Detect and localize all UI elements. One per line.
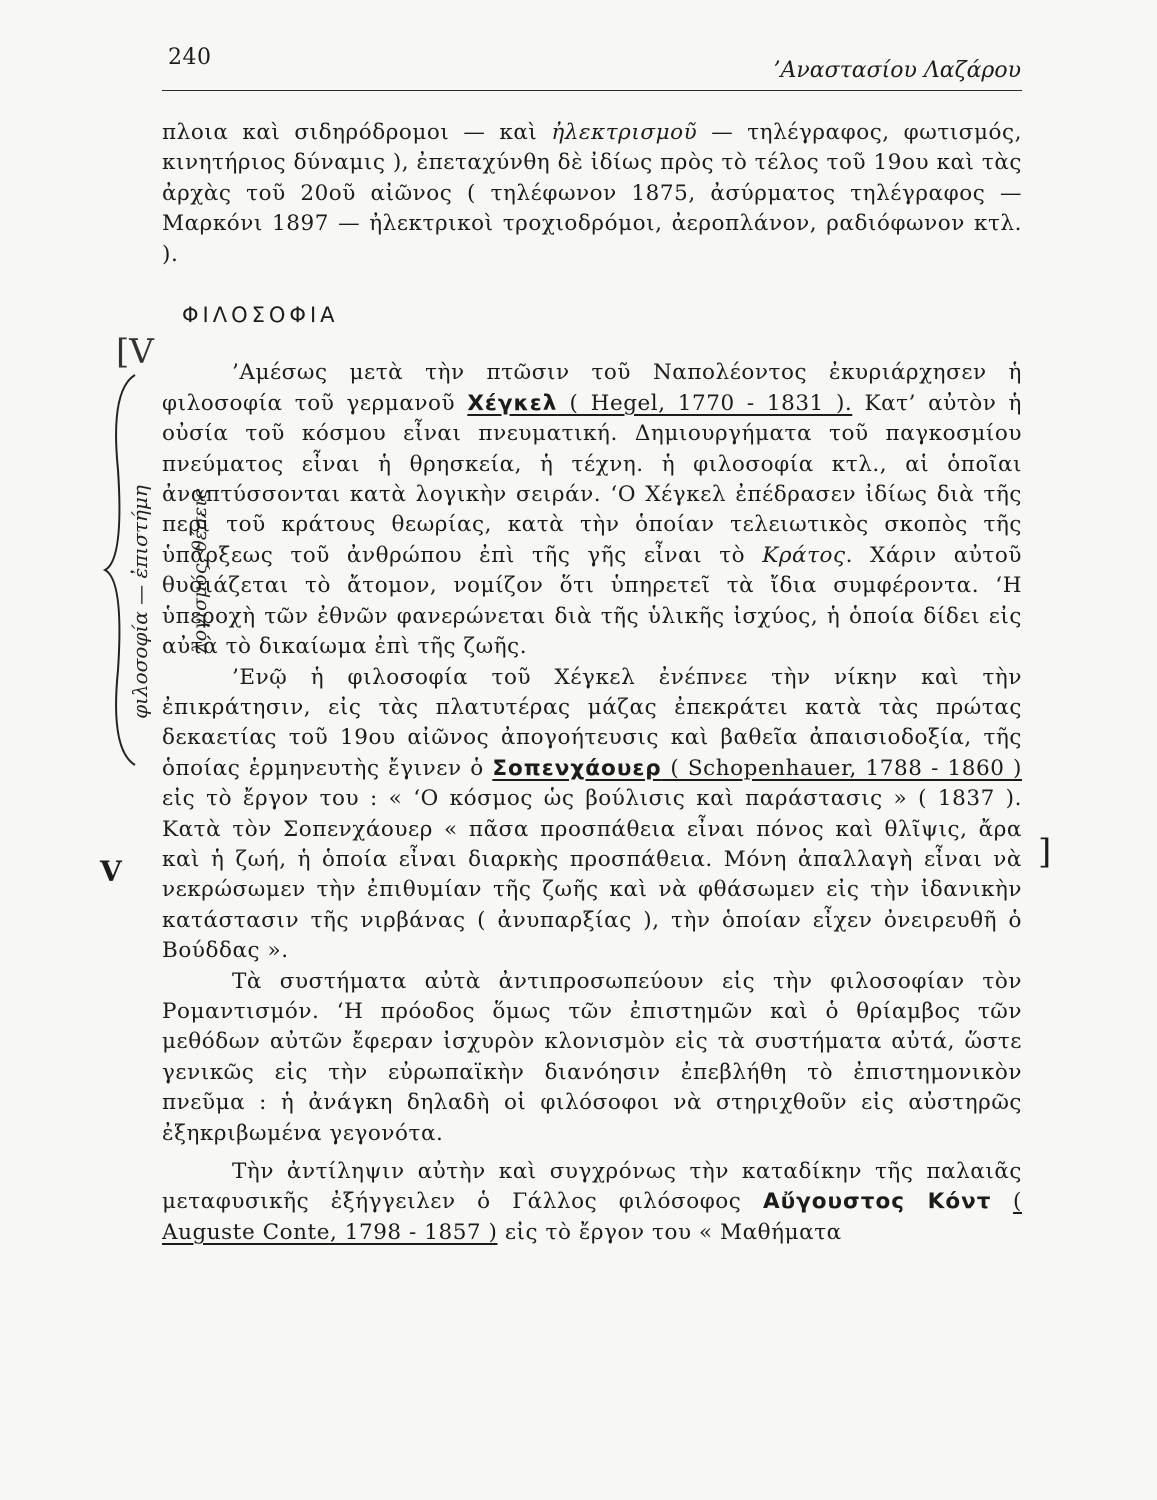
paragraph-1: πλοια καὶ σιδηρόδρομοι — καὶ ἠλεκτρισμοῦ — τηλέγραφος, φωτισμός, κινητήριος δύναμις ), ἐπεταχύνθη δὲ ἰδίως πρὸς τὸ τέλος τοῦ 19ου καὶ τὰς ἀρχὰς τοῦ 20οῦ αἰῶνος ( τηλέφωνον 1875, ἀσύρματος τηλέγραφος — Μαρκόνι 1897 — ἠλεκτρικοὶ τροχιοδρόμοι, ἀεροπλάνον, ραδιόφωνον κτλ. ). [162, 120, 1022, 267]
paragraph-4: Τὰ συστήματα αὐτὰ ἀντιπροσωπεύουν εἰς τὴν φιλοσοφίαν τὸν Ρομαντισμόν. ‘Η πρόοδος ὅμως τῶν ἐπιστημῶν καὶ ὁ θρίαμβος τῶν μεθόδων αὐτῶν ἔφεραν ἰσχυρὸν κλονισμὸν εἰς τὰ συστήματα αὐτά, ὥστε γενικῶς εἰς τὴν εὐρωπαϊκὴν διανόησιν ἐπεβλήθη τὸ ἐπιστημονικὸν πνεῦμα : ἡ ἀνάγκη δηλαδὴ οἱ φιλόσοφοι νὰ στηριχθοῦν εἰς αὐστηρῶς ἐξηκριβωμένα γεγονότα. [162, 968, 1022, 1146]
page-number: 240 [168, 45, 212, 70]
margin-handwritten-note-2: λογισμός, θέσεις [189, 488, 211, 654]
margin-handwritten-note: φιλοσοφία — ἐπιστήμη [128, 485, 152, 719]
header-rule [162, 90, 1022, 91]
margin-check-mark: V [100, 855, 122, 888]
paragraph-5: Τὴν ἀντίληψιν αὐτὴν καὶ συγχρόνως τὴν καταδίκην τῆς παλαιᾶς μεταφυσικῆς ἐξήγγειλεν ὁ Γάλλος φιλόσοφος Αὔγουστος Κόντ ( Auguste Conte, 1798 - 1857 ) εἰς τὸ ἔργον του « Μαθήματα [162, 1159, 1022, 1245]
paragraph-2: ’Αμέσως μετὰ τὴν πτῶσιν τοῦ Ναπολέοντος ἐκυριάρχησεν ἡ φιλοσοφία τοῦ γερμανοῦ Χέγκελ ( Hegel, 1770 - 1831 ). Κατ’ αὐτὸν ἡ οὐσία τοῦ κόσμου εἶναι πνευματική. Δημιουργήματα τοῦ παγκοσμίου πνεύματος εἶναι ἡ θρησκεία, ἡ τέχνη. ἡ φιλοσοφία κτλ., αἱ ὁποῖαι ἀναπτύσσονται κατὰ λογικὴν σειράν. ‘Ο Χέγκελ ἐπέδρασεν ἰδίως διὰ τῆς περὶ τοῦ κράτους θεωρίας, κατὰ τὴν ὁποίαν τελειωτικὸς σκοπὸς τῆς ὑπάρξεως τοῦ ἀνθρώπου ἐπὶ τῆς γῆς εἶναι τὸ Κράτος. Χάριν αὐτοῦ θυσιάζεται τὸ ἄτομον, νομίζον ὅτι ὑπηρετεῖ τὰ ἴδια συμφέροντα. ‘Η ὑπεροχὴ τῶν ἐθνῶν φανερώνεται διὰ τῆς ὑλικῆς ἰσχύος, ἡ ὁποία δίδει εἰς αὐτὰ τὸ δικαίωμα ἐπὶ τῆς ζωῆς. [162, 360, 1022, 660]
margin-right-bracket: ] [1038, 832, 1052, 872]
hegel-name: Χέγκελ [467, 390, 558, 416]
comte-name: Αὔγουστος Κόντ [762, 1189, 992, 1215]
running-title: ’Αναστασίου Λαζάρου [773, 58, 1021, 83]
margin-bracket-mark: [V [116, 332, 154, 372]
body-text [162, 118, 1022, 1248]
schopenhauer-name: Σοπενχάουερ [492, 755, 662, 781]
section-heading: ΦΙΛΟΣΟΦΙΑ [182, 303, 339, 328]
paragraph-3: ’Ενῷ ἡ φιλοσοφία τοῦ Χέγκελ ἐνέπνεε τὴν νίκην καὶ τὴν ἐπικράτησιν, εἰς τὰς πλατυτέρας μάζας ἐπεκράτει κατὰ τὰς πρώτας δεκαετίας τοῦ 19ου αἰῶνος ἀπογοήτευσις καὶ βαθεῖα ἀπαισιοδοξία, τῆς ὁποίας ἑρμηνευτὴς ἔγινεν ὁ Σοπενχάουερ ( Schopenhauer, 1788 - 1860 ) εἰς τὸ ἔργον του : « ‘Ο κόσμος ὡς βούλισις καὶ παράστασις » ( 1837 ). Κατὰ τὸν Σοπενχάουερ « πᾶσα προσπάθεια εἶναι πόνος καὶ θλῖψις, ἄρα καὶ ἡ ζωή, ἡ ὁποία εἶναι διαρκὴς προσπάθεια. Μόνη ἀπαλλαγὴ εἶναι νὰ νεκρώσωμεν τὴν ἐπιθυμίαν τῆς ζωῆς καὶ νὰ φθάσωμεν εἰς τὴν ἰδανικὴν κατάστασιν τῆς νιρβάνας ( ἀνυπαρξίας ), τὴν ὁποίαν εἶχεν ὀνειρευθῆ ὁ Βούδδας ». [162, 664, 1022, 964]
